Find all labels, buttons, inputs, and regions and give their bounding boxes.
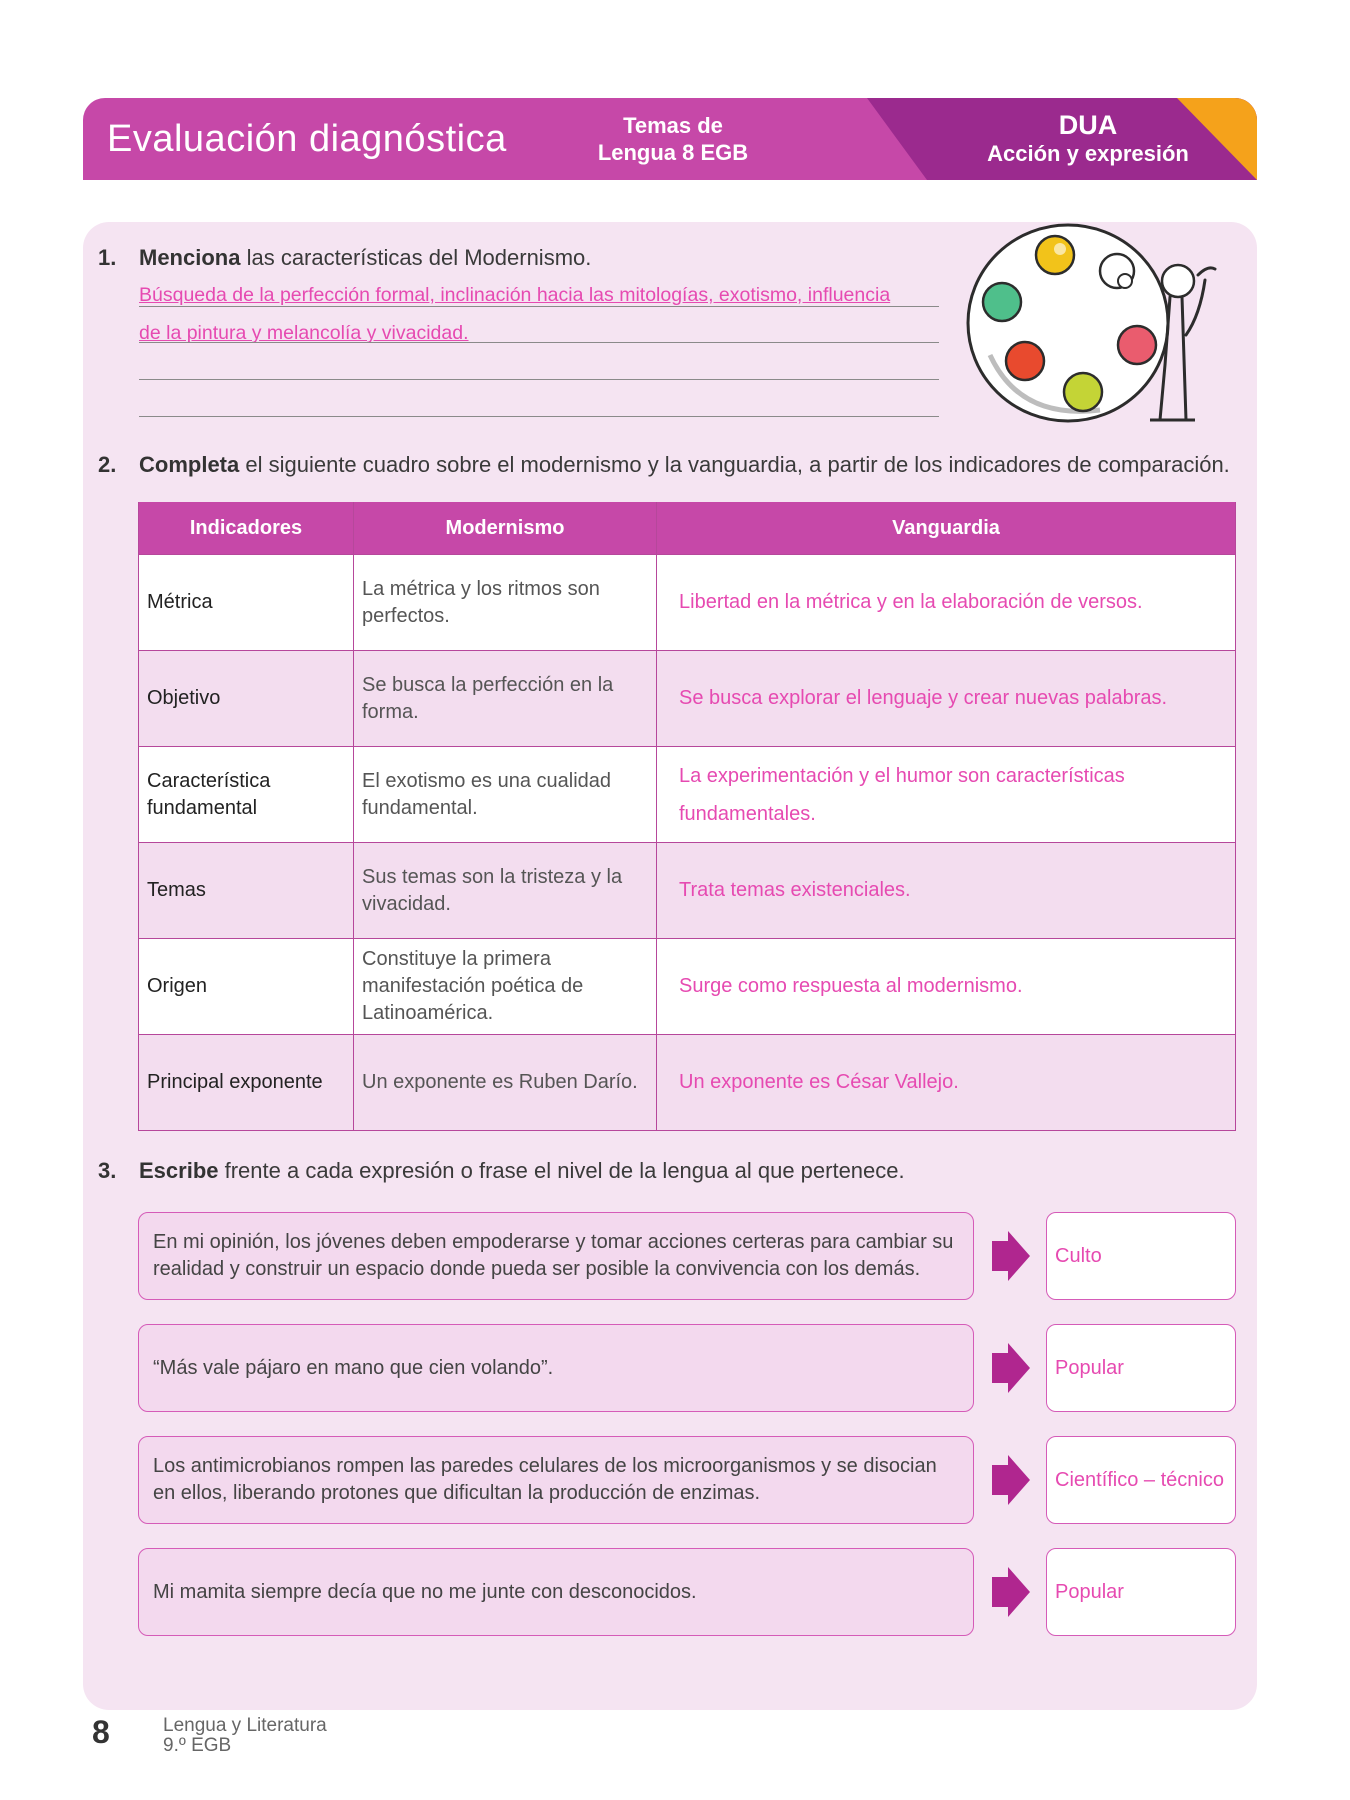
expression-box-3: Los antimicrobianos rompen las paredes celulares de los microorganismos y se disocian en ellos, liberando protones que dificultan la producción de enzimas.	[138, 1436, 974, 1524]
q2-prompt	[139, 452, 1230, 478]
q1-rest: las características del Modernismo.	[240, 245, 592, 270]
table-row	[139, 939, 1236, 1035]
header-indicadores: Indicadores	[139, 502, 354, 555]
temas-label	[583, 112, 763, 166]
q1-number: 1.	[98, 245, 117, 270]
arrow-right-icon	[990, 1343, 1030, 1393]
arrow-right-icon	[990, 1231, 1030, 1281]
cell-modernismo: Un exponente es Ruben Darío.	[354, 1035, 657, 1131]
q1-rule-4[interactable]	[139, 416, 939, 417]
temas-line2: Lengua 8 EGB	[597, 140, 749, 165]
q3-number: 3.	[98, 1158, 117, 1183]
header-banner	[83, 98, 1257, 180]
q2-number: 2.	[98, 452, 117, 477]
q3-verb: Escribe	[139, 1158, 219, 1183]
comparison-table	[138, 502, 1236, 1131]
cell-vanguardia-answer[interactable]: Libertad en la métrica y en la elaboración de versos.	[657, 555, 1236, 651]
cell-vanguardia-answer[interactable]: Trata temas existenciales.	[657, 843, 1236, 939]
q1-verb: Menciona	[139, 245, 241, 270]
table-row	[139, 843, 1236, 939]
q3-prompt	[139, 1158, 905, 1184]
footer-grade: 9.º EGB	[163, 1735, 232, 1756]
cell-modernismo: Constituye la primera manifestación poética de Latinoamérica.	[354, 939, 657, 1035]
q3-rest: frente a cada expresión o frase el nivel de la lengua al que pertenece.	[218, 1158, 905, 1183]
q1-prompt	[139, 245, 591, 271]
footer-subject-name: Lengua y Literatura	[163, 1715, 327, 1736]
table-header-row	[139, 502, 1236, 555]
q2-verb: Completa	[139, 452, 240, 477]
header-modernismo: Modernismo	[354, 502, 657, 555]
expression-box-2: “Más vale pájaro en mano que cien volando”.	[138, 1324, 974, 1412]
q1-answer-line-2[interactable]: de la pintura y melancolía y vivacidad.	[139, 322, 469, 344]
cell-indicador: Principal exponente	[139, 1035, 354, 1131]
cell-indicador: Objetivo	[139, 651, 354, 747]
answer-box-1[interactable]: Culto	[1046, 1212, 1236, 1300]
q1-rule-3[interactable]	[139, 379, 939, 380]
cell-indicador: Característica fundamental	[139, 747, 354, 843]
header-vanguardia: Vanguardia	[657, 502, 1236, 555]
arrow-right-icon	[990, 1455, 1030, 1505]
page-number: 8	[92, 1714, 110, 1750]
expression-box-1: En mi opinión, los jóvenes deben empoderarse y tomar acciones certeras para cambiar su realidad y construir un espacio donde pueda ser posible la convivencia con los demás.	[138, 1212, 974, 1300]
cell-indicador: Métrica	[139, 555, 354, 651]
dua-label	[963, 110, 1213, 168]
dua-subtitle: Acción y expresión	[987, 141, 1189, 166]
table-row	[139, 1035, 1236, 1131]
cell-vanguardia-answer[interactable]: La experimentación y el humor son características fundamentales.	[657, 747, 1236, 843]
cell-modernismo: La métrica y los ritmos son perfectos.	[354, 555, 657, 651]
cell-modernismo: Sus temas son la tristeza y la vivacidad.	[354, 843, 657, 939]
dua-title: DUA	[1058, 110, 1118, 140]
expression-box-4: Mi mamita siempre decía que no me junte con desconocidos.	[138, 1548, 974, 1636]
table-row	[139, 747, 1236, 843]
q2-rest: el siguiente cuadro sobre el modernismo y la vanguardia, a partir de los indicadores de comparación.	[239, 452, 1230, 477]
table-row	[139, 651, 1236, 747]
answer-box-4[interactable]: Popular	[1046, 1548, 1236, 1636]
q1-rule-2	[139, 342, 939, 343]
paint-palette-icon	[960, 205, 1240, 435]
cell-indicador: Origen	[139, 939, 354, 1035]
cell-indicador: Temas	[139, 843, 354, 939]
answer-box-2[interactable]: Popular	[1046, 1324, 1236, 1412]
page-title: Evaluación diagnóstica	[107, 118, 507, 160]
q1-answer-line-1[interactable]: Búsqueda de la perfección formal, inclinación hacia las mitologías, exotismo, influencia	[139, 284, 891, 306]
cell-modernismo: Se busca la perfección en la forma.	[354, 651, 657, 747]
cell-vanguardia-answer[interactable]: Se busca explorar el lenguaje y crear nuevas palabras.	[657, 651, 1236, 747]
arrow-right-icon	[990, 1567, 1030, 1617]
cell-modernismo: El exotismo es una cualidad fundamental.	[354, 747, 657, 843]
q1-rule-1	[139, 306, 939, 307]
table-row	[139, 555, 1236, 651]
footer-subject	[163, 1716, 327, 1756]
cell-vanguardia-answer[interactable]: Surge como respuesta al modernismo.	[657, 939, 1236, 1035]
answer-box-3[interactable]: Científico – técnico	[1046, 1436, 1236, 1524]
cell-vanguardia-answer[interactable]: Un exponente es César Vallejo.	[657, 1035, 1236, 1131]
temas-line1: Temas de	[623, 113, 723, 138]
